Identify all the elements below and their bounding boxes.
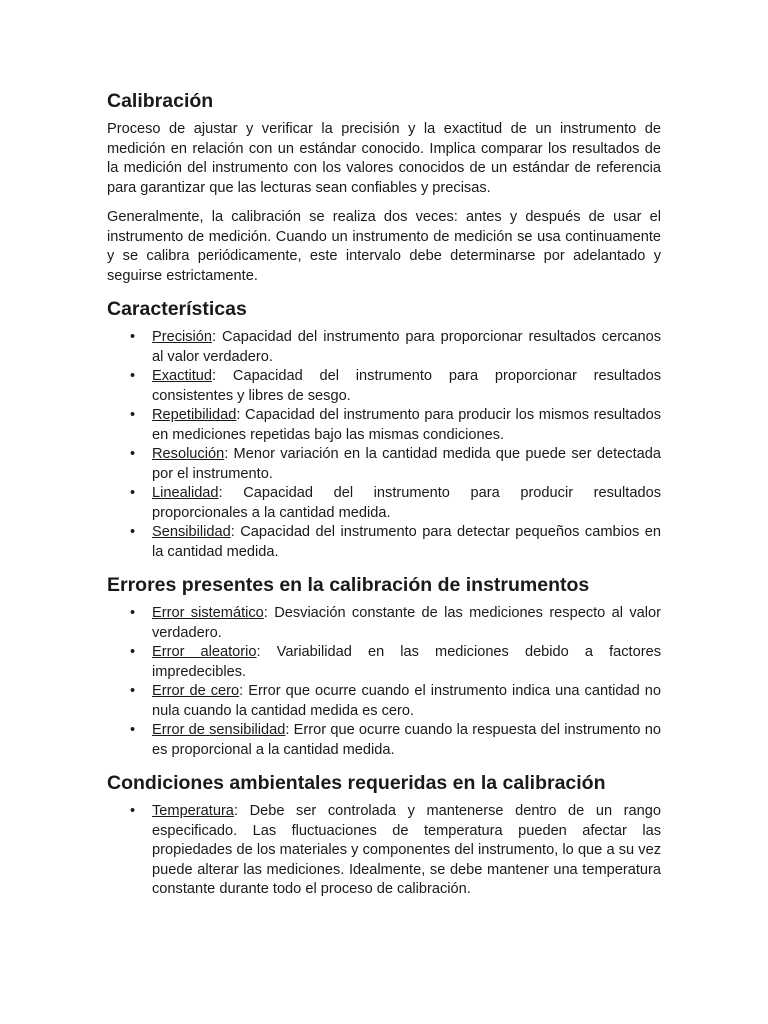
conditions-list <box>107 802 661 900</box>
paragraph-definition: Proceso de ajustar y verificar la precisión y la exactitud de un instrumento de medición en relación con un estándar conocido. Implica comparar los resultados de la medición del instrumento con los valores conocidos de un estándar de referencia para garantizar que las lecturas sean confiables y precisas. <box>107 121 661 196</box>
term-description: : Error que ocurre cuando la respuesta del instrumento no es proporcional a la cantidad medida. <box>152 722 661 758</box>
term-description: : Capacidad del instrumento para detectar pequeños cambios en la cantidad medida. <box>152 524 661 560</box>
term-description: : Menor variación en la cantidad medida que puede ser detectada por el instrumento. <box>152 446 661 482</box>
bullet-icon: • <box>130 368 136 384</box>
term-error-aleatorio: Error aleatorio <box>152 644 257 660</box>
bullet-icon: • <box>130 683 136 699</box>
term-precision: Precisión <box>152 329 213 345</box>
term-linealidad: Linealidad <box>152 485 219 501</box>
list-item <box>107 367 661 406</box>
list-item <box>107 643 661 682</box>
document-body <box>107 88 661 910</box>
section-calibracion <box>107 88 661 286</box>
term-description: : Debe ser controlada y mantenerse dentro de un rango especificado. Las fluctuaciones de temperatura pueden afectar las propiedades de los materiales y componentes del instrumento, lo que a su vez puede alterar las mediciones. Idealmente, se debe mantener una temperatura constante durante todo el proceso de calibración. <box>152 803 661 897</box>
heading-caracteristicas: Características <box>107 298 247 320</box>
heading-condiciones: Condiciones ambientales requeridas en la calibración <box>107 772 606 794</box>
bullet-icon: • <box>130 803 136 819</box>
characteristics-list <box>107 328 661 562</box>
term-exactitud: Exactitud <box>152 368 213 384</box>
term-temperatura: Temperatura <box>152 803 234 819</box>
term-description: : Error que ocurre cuando el instrumento indica una cantidad no nula cuando la cantidad medida es cero. <box>152 683 661 719</box>
term-repetibilidad: Repetibilidad <box>152 407 237 423</box>
term-sensibilidad: Sensibilidad <box>152 524 231 540</box>
list-item <box>107 802 661 900</box>
list-item <box>107 721 661 760</box>
bullet-icon: • <box>130 446 136 462</box>
list-item <box>107 484 661 523</box>
bullet-icon: • <box>130 605 136 621</box>
paragraph-frequency: Generalmente, la calibración se realiza dos veces: antes y después de usar el instrumento de medición. Cuando un instrumento de medición se usa continuamente y se calibra periódicamente, este intervalo debe determinarse por adelantado y seguirse estrictamente. <box>107 209 661 284</box>
term-error-de-sensibilidad: Error de sensibilidad <box>152 722 286 738</box>
list-item <box>107 523 661 562</box>
list-item <box>107 604 661 643</box>
bullet-icon: • <box>130 407 136 423</box>
bullet-icon: • <box>130 329 136 345</box>
section-caracteristicas <box>107 296 661 562</box>
bullet-icon: • <box>130 524 136 540</box>
heading-calibracion: Calibración <box>107 90 214 112</box>
term-description: : Capacidad del instrumento para producir los mismos resultados en mediciones repetidas bajo las mismas condiciones. <box>152 407 661 443</box>
term-description: : Capacidad del instrumento para proporcionar resultados cercanos al valor verdadero. <box>152 329 661 365</box>
term-description: : Variabilidad en las mediciones debido a factores impredecibles. <box>152 644 662 680</box>
list-item <box>107 682 661 721</box>
bullet-icon: • <box>130 722 136 738</box>
term-resolucion: Resolución <box>152 446 225 462</box>
list-item <box>107 406 661 445</box>
term-error-de-cero: Error de cero <box>152 683 240 699</box>
term-description: : Capacidad del instrumento para proporcionar resultados consistentes y libres de sesgo. <box>152 368 661 404</box>
term-description: : Desviación constante de las mediciones respecto al valor verdadero. <box>152 605 661 641</box>
errors-list <box>107 604 661 760</box>
bullet-icon: • <box>130 485 136 501</box>
section-errores <box>107 572 661 760</box>
term-description: : Capacidad del instrumento para producir resultados proporcionales a la cantidad medida. <box>152 485 661 521</box>
section-condiciones <box>107 770 661 900</box>
list-item <box>107 328 661 367</box>
heading-errores: Errores presentes en la calibración de instrumentos <box>107 574 590 596</box>
list-item <box>107 445 661 484</box>
term-error-sistematico: Error sistemático <box>152 605 264 621</box>
bullet-icon: • <box>130 644 136 660</box>
